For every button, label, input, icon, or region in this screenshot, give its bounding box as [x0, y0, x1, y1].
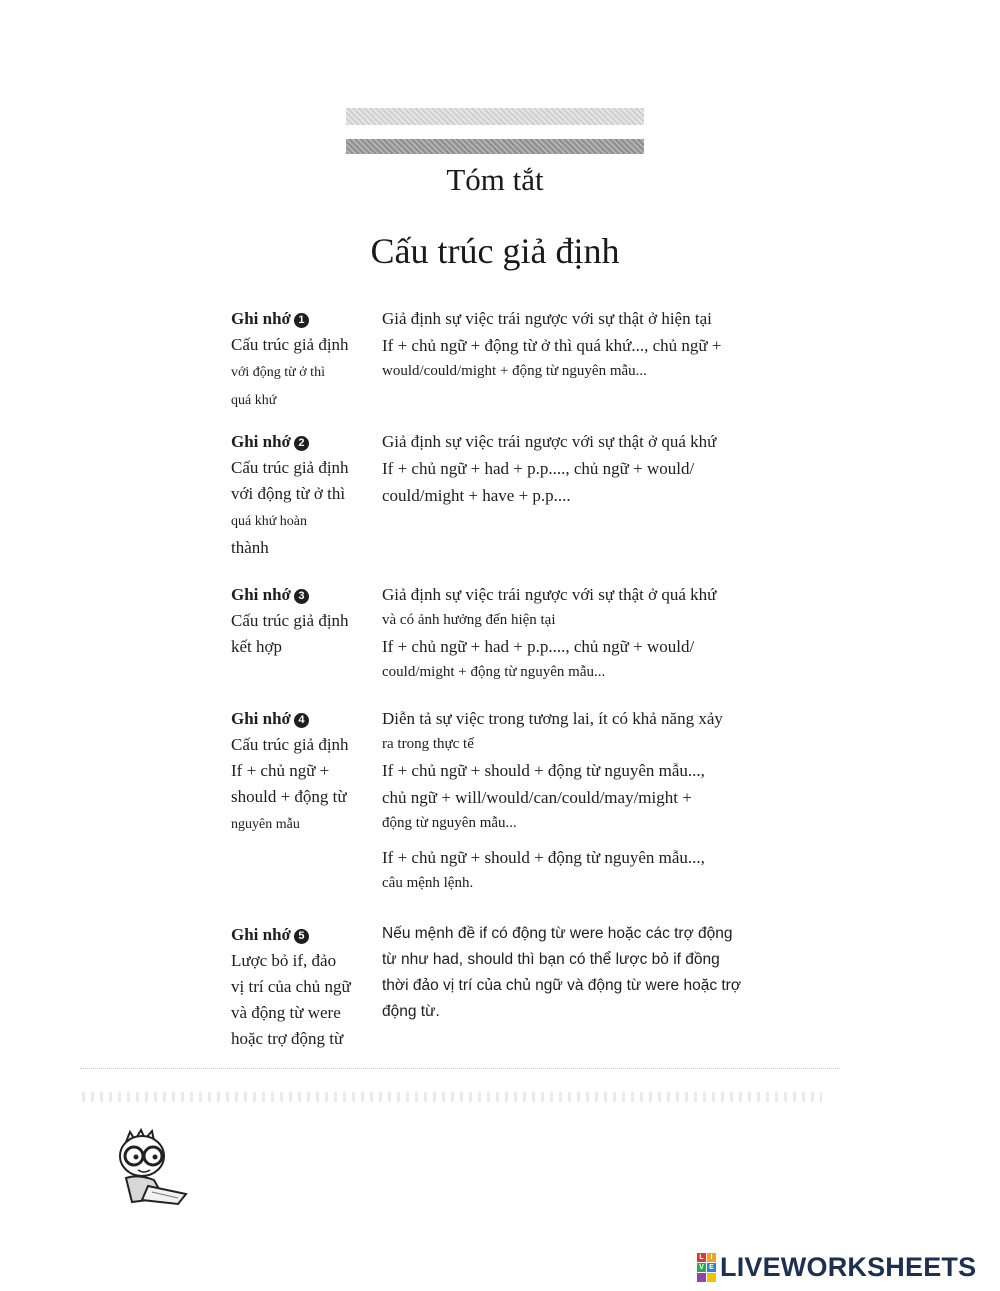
note-line: would/could/might + động từ nguyên mẫu... [382, 363, 647, 379]
note-line: If + chủ ngữ + động từ ở thì quá khứ..., chủ ngữ + [382, 336, 722, 355]
liveworksheets-logo[interactable] [697, 1252, 976, 1282]
note-description [231, 608, 371, 660]
note-number-badge: 2 [294, 436, 309, 451]
spacer [382, 836, 792, 844]
header-bar-dark [346, 139, 644, 154]
note-line: Giả định sự việc trái ngược với sự thật ở quá khứ [382, 432, 717, 451]
note-left-4 [231, 705, 371, 838]
note-line: If + chủ ngữ + had + p.p...., chủ ngữ + would/ [382, 459, 695, 478]
logo-text: LIVEWORKSHEETS [720, 1251, 977, 1282]
note-right-2 [382, 428, 792, 509]
desc-line: Cấu trúc giả định [231, 735, 349, 754]
note-number-badge: 5 [294, 929, 309, 944]
note-line: động từ. [382, 1003, 440, 1020]
note-line: Nếu mệnh đề if có động từ were hoặc các trợ động [382, 925, 733, 942]
note-heading [231, 705, 371, 732]
page-title: Tóm tắt [446, 162, 544, 197]
note-number-badge: 4 [294, 713, 309, 728]
logo-square: I [707, 1253, 716, 1262]
note-heading [231, 428, 371, 455]
desc-line: vị trí của chủ ngữ [231, 977, 351, 996]
note-label: Ghi nhớ [231, 309, 291, 328]
desc-line: Cấu trúc giả định [231, 611, 349, 630]
note-line: ra trong thực tế [382, 736, 474, 752]
note-description [231, 948, 371, 1052]
logo-square: V [697, 1263, 706, 1272]
note-line: Giả định sự việc trái ngược với sự thật ở hiện tại [382, 309, 712, 328]
desc-line: hoặc trợ động từ [231, 1029, 344, 1048]
page-subtitle: Cấu trúc giả định [370, 231, 620, 271]
note-label: Ghi nhớ [231, 709, 291, 728]
note-right-1 [382, 305, 792, 384]
logo-square: E [707, 1263, 716, 1272]
desc-line: quá khứ hoàn [231, 514, 308, 529]
note-left-3 [231, 581, 371, 660]
note-description [231, 332, 371, 414]
note-right-3 [382, 581, 792, 685]
desc-line: kết hợp [231, 637, 283, 656]
header-bar-light [346, 108, 644, 125]
desc-line: Cấu trúc giả định [231, 458, 349, 477]
note-number-badge: 3 [294, 589, 309, 604]
note-description [231, 455, 371, 561]
scan-divider [80, 1068, 840, 1070]
note-heading [231, 305, 371, 332]
desc-line: quá khứ [231, 393, 277, 408]
note-left-5 [231, 921, 371, 1052]
desc-line: với động từ ở thì [231, 365, 325, 380]
note-line: could/might + động từ nguyên mẫu... [382, 664, 606, 680]
note-left-2 [231, 428, 371, 561]
scan-bleed-through [82, 1092, 822, 1102]
note-line: If + chủ ngữ + had + p.p...., chủ ngữ + would/ [382, 637, 695, 656]
logo-square: L [697, 1253, 706, 1262]
desc-line: thành [231, 538, 269, 557]
note-line: chủ ngữ + will/would/can/could/may/might + [382, 788, 692, 807]
note-heading [231, 581, 371, 608]
logo-square [697, 1273, 706, 1282]
note-label: Ghi nhớ [231, 925, 291, 944]
note-number-badge: 1 [294, 313, 309, 328]
logo-square [707, 1273, 716, 1282]
note-line: thời đảo vị trí của chủ ngữ và động từ were hoặc trợ [382, 977, 742, 994]
note-line: could/might + have + p.p.... [382, 486, 571, 505]
note-line: If + chủ ngữ + should + động từ nguyên mẫu..., [382, 761, 705, 780]
note-line: từ như had, should thì bạn có thể lược bỏ if đồng [382, 951, 720, 968]
desc-line: và động từ were [231, 1003, 341, 1022]
desc-line: If + chủ ngữ + [231, 761, 330, 780]
note-label: Ghi nhớ [231, 432, 291, 451]
note-line: If + chủ ngữ + should + động từ nguyên mẫu..., [382, 848, 705, 867]
note-line: Giả định sự việc trái ngược với sự thật ở quá khứ [382, 585, 717, 604]
desc-line: Lược bỏ if, đảo [231, 951, 337, 970]
desc-line: Cấu trúc giả định [231, 335, 349, 354]
note-line: động từ nguyên mẫu... [382, 815, 517, 831]
note-heading [231, 921, 371, 948]
desc-line: với động từ ở thì [231, 484, 346, 503]
note-label: Ghi nhớ [231, 585, 291, 604]
note-right-4 [382, 705, 792, 896]
note-left-1 [231, 305, 371, 414]
note-line: câu mệnh lệnh. [382, 875, 474, 891]
note-line: và có ảnh hưởng đến hiện tại [382, 612, 556, 628]
cartoon-student-with-glasses-icon [108, 1128, 192, 1210]
desc-line: should + động từ [231, 787, 347, 806]
desc-line: nguyên mẫu [231, 817, 300, 832]
note-right-5 [382, 921, 792, 1025]
logo-squares-icon [697, 1253, 716, 1282]
note-line: Diễn tả sự việc trong tương lai, ít có khả năng xảy [382, 709, 723, 728]
note-description [231, 732, 371, 838]
